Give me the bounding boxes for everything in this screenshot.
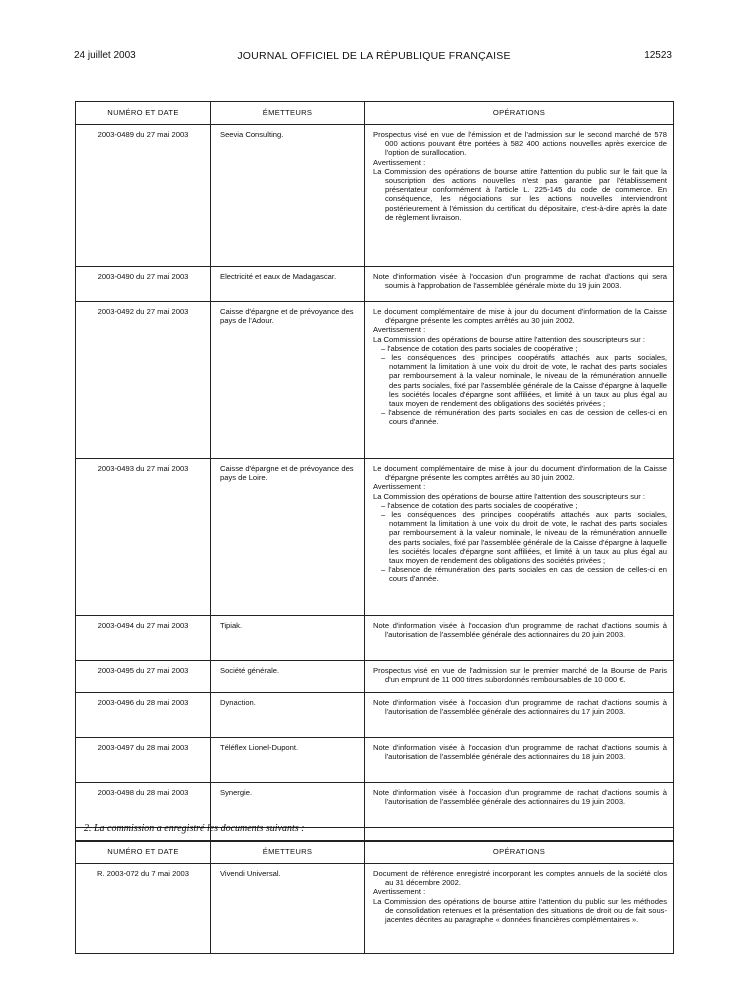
issuer-name: Société générale. <box>211 661 365 693</box>
registration-number: 2003-0493 du 27 mai 2003 <box>76 459 211 616</box>
issuer-name: Seevia Consulting. <box>211 125 365 267</box>
operation-paragraph: Avertissement : <box>373 482 426 492</box>
issuer-name: Electricité et eaux de Madagascar. <box>211 267 365 302</box>
table-row <box>76 302 674 459</box>
registration-number: 2003-0490 du 27 mai 2003 <box>76 267 211 302</box>
table-row <box>76 125 674 267</box>
operation-paragraph: Avertissement : <box>373 325 426 335</box>
col-header-number: NUMÉRO ET DATE <box>76 841 211 864</box>
visa-table <box>75 101 674 842</box>
table-row <box>76 738 674 783</box>
registration-number: 2003-0495 du 27 mai 2003 <box>76 661 211 693</box>
table-header-row <box>76 841 674 864</box>
journal-title: JOURNAL OFFICIEL DE LA RÉPUBLIQUE FRANÇAISE <box>237 50 511 62</box>
operation-paragraph: Le document complémentaire de mise à jour du document d'information de la Caisse d'épargne présente les comptes arrêtés au 30 juin 2002. <box>373 307 667 326</box>
registration-number: 2003-0494 du 27 mai 2003 <box>76 616 211 661</box>
operation-list-item: – l'absence de rémunération des parts sociales en cas de cession de celles-ci en cours d'année. <box>381 565 667 584</box>
operation-description <box>365 693 674 738</box>
operation-description <box>365 783 674 828</box>
operation-list-item: – l'absence de cotation des parts sociales de coopérative ; <box>381 500 578 510</box>
registration-number: 2003-0497 du 28 mai 2003 <box>76 738 211 783</box>
table-header-row <box>76 102 674 125</box>
col-header-number: NUMÉRO ET DATE <box>76 102 211 125</box>
table-row <box>76 864 674 954</box>
operation-paragraph: Avertissement : <box>373 887 426 897</box>
page-number: 12523 <box>644 50 672 61</box>
operation-paragraph: La Commission des opérations de bourse attire l'attention du public sur les méthodes de consolidation retenues et la présentation des situations de droit ou de fait sous-jacentes décrites au paragraphe « données financières complémentaires ». <box>373 896 667 925</box>
operation-description <box>365 661 674 693</box>
operation-list-item: – l'absence de cotation des parts sociales de coopérative ; <box>381 343 578 353</box>
col-header-operations: OPÉRATIONS <box>365 102 674 125</box>
registration-number: 2003-0492 du 27 mai 2003 <box>76 302 211 459</box>
table-row <box>76 661 674 693</box>
col-header-operations: OPÉRATIONS <box>365 841 674 864</box>
col-header-issuers: ÉMETTEURS <box>211 102 365 125</box>
table-row <box>76 459 674 616</box>
operation-description <box>365 302 674 459</box>
operation-description <box>365 738 674 783</box>
issuer-name: Caisse d'épargne et de prévoyance des pays de l'Adour. <box>211 302 365 459</box>
operation-paragraph: Le document complémentaire de mise à jour du document d'information de la Caisse d'épargne présente les comptes arrêtés au 30 juin 2002. <box>373 464 667 483</box>
table-row <box>76 616 674 661</box>
issuer-name: Dynaction. <box>211 693 365 738</box>
operation-paragraph: Note d'information visée à l'occasion d'un programme de rachat d'actions soumis à l'autorisation de l'assemblée générale des actionnaires du 18 juin 2003. <box>373 743 667 762</box>
operation-paragraph: Prospectus visé en vue de l'émission et de l'admission sur le second marché de 578 000 actions pouvant être portées à 582 400 actions nouvelles après exercice de l'option de surallocation. <box>373 130 667 158</box>
header-date: 24 juillet 2003 <box>74 50 136 61</box>
issuer-name: Synergie. <box>211 783 365 828</box>
operation-description <box>365 459 674 616</box>
issuer-name: Téléflex Lionel-Dupont. <box>211 738 365 783</box>
registration-table <box>75 840 674 954</box>
registration-number: R. 2003-072 du 7 mai 2003 <box>76 864 211 954</box>
operation-paragraph: La Commission des opérations de bourse attire l'attention des souscripteurs sur : <box>373 491 646 501</box>
col-header-issuers: ÉMETTEURS <box>211 841 365 864</box>
registration-number: 2003-0489 du 27 mai 2003 <box>76 125 211 267</box>
registration-number: 2003-0496 du 28 mai 2003 <box>76 693 211 738</box>
registration-number: 2003-0498 du 28 mai 2003 <box>76 783 211 828</box>
operation-paragraph: Note d'information visée à l'occasion d'un programme de rachat d'actions soumis à l'autorisation de l'assemblée générale des actionnaires du 19 juin 2003. <box>373 788 667 807</box>
operation-paragraph: Note d'information visée à l'occasion d'un programme de rachat d'actions soumis à l'autorisation de l'assemblée générale des actionnaires du 17 juin 2003. <box>373 698 667 717</box>
operation-list-item: – les conséquences des principes coopératifs attachés aux parts sociales, notamment la limitation à une voix du droit de vote, le rachat des parts sociales par remboursement à la valeur nominale, le niveau de la rémunération annuelle des parts sociales, fixé par l'assemblée générale de la Caisse d'épargne à laquelle les sociétés locales d'épargne sont affiliées, et limité à un taux au plus égal au taux moyen de rendement des obligations des sociétés privées ; <box>381 510 667 566</box>
operation-description <box>365 616 674 661</box>
operation-paragraph: Prospectus visé en vue de l'admission sur le premier marché de la Bourse de Paris d'un emprunt de 11 000 titres subordonnés remboursables de 10 000 €. <box>373 666 667 685</box>
operation-description <box>365 864 674 954</box>
operation-paragraph: Avertissement : <box>373 157 426 167</box>
operation-paragraph: La Commission des opérations de bourse attire l'attention des souscripteurs sur : <box>373 334 646 344</box>
table-row <box>76 693 674 738</box>
section-2-title: 2. La commission a enregistré les documents suivants : <box>84 823 305 834</box>
issuer-name: Vivendi Universal. <box>211 864 365 954</box>
table-row <box>76 267 674 302</box>
operation-paragraph: Note d'information visée à l'occasion d'un programme de rachat d'actions qui sera soumis à l'approbation de l'assemblée générale mixte du 19 juin 2003. <box>373 272 667 291</box>
operation-paragraph: La Commission des opérations de bourse attire l'attention du public sur le fait que la souscription des actions nouvelles n'est pas garantie par l'établissement présentateur conformément à l'article L. 225-145 du code de commerce. En conséquence, les négociations sur les actions nouvelles interviendront postérieurement à l'émission du certificat du dépositaire, c'est-à-dire après la date de règlement livraison. <box>373 166 667 222</box>
operation-list-item: – l'absence de rémunération des parts sociales en cas de cession de celles-ci en cours d'année. <box>381 408 667 427</box>
issuer-name: Caisse d'épargne et de prévoyance des pays de Loire. <box>211 459 365 616</box>
issuer-name: Tipiak. <box>211 616 365 661</box>
operation-paragraph: Document de référence enregistré incorporant les comptes annuels de la société clos au 31 décembre 2002. <box>373 869 667 888</box>
operation-description <box>365 125 674 267</box>
operation-list-item: – les conséquences des principes coopératifs attachés aux parts sociales, notamment la limitation à une voix du droit de vote, le rachat des parts sociales par remboursement à la valeur nominale, le niveau de la rémunération annuelle des parts sociales, fixé par l'assemblée générale de la Caisse d'épargne à laquelle les sociétés locales d'épargne sont affiliées, et limité à un taux au plus égal au taux moyen de rendement des obligations des sociétés privées ; <box>381 353 667 409</box>
operation-paragraph: Note d'information visée à l'occasion d'un programme de rachat d'actions soumis à l'autorisation de l'assemblée générale des actionnaires du 20 juin 2003. <box>373 621 667 640</box>
operation-description <box>365 267 674 302</box>
table-row <box>76 783 674 828</box>
